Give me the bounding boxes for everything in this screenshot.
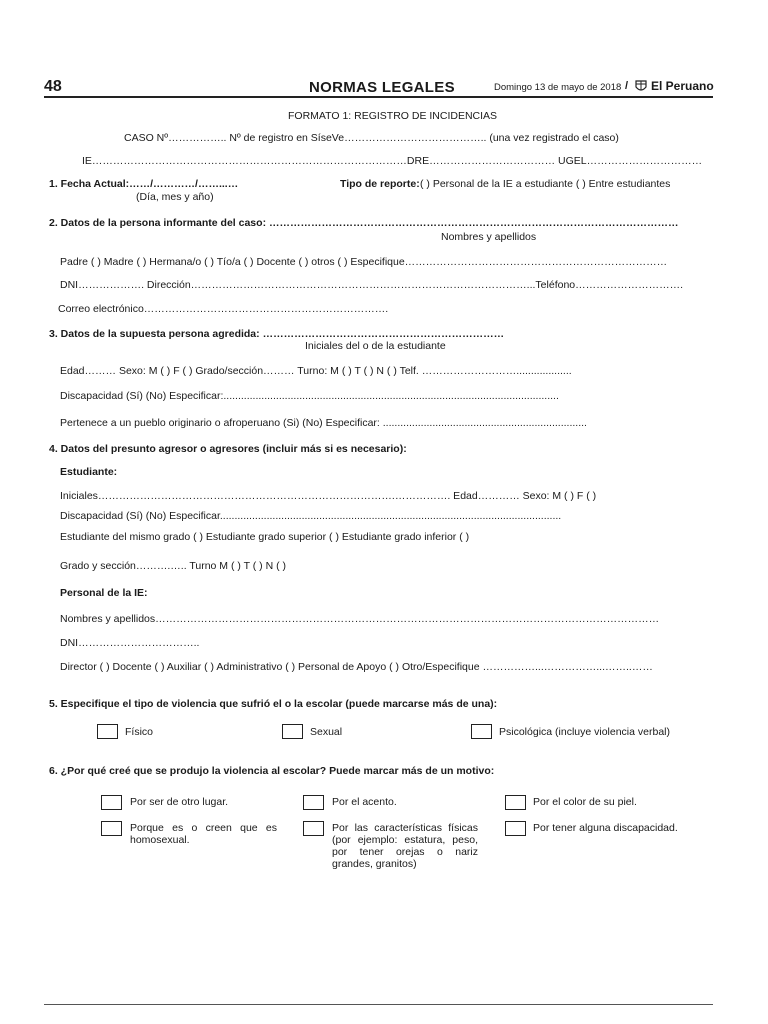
option-homosexual: Porque es o creen que es homosexual. — [130, 822, 277, 846]
ie-line: IE………………………………………………………………………………DRE……………………………… UGEL…………………………… — [82, 155, 703, 167]
s3-indigenous: Pertenece a un pueblo originario o afroperuano (Si) (No) Especificar: ...................................................................... — [60, 417, 587, 429]
option-color-piel: Por el color de su piel. — [533, 796, 637, 808]
s1-label: 1. Fecha Actual:……/…………/……...… — [49, 178, 239, 190]
s1-report-options: ( ) Personal de la IE a estudiante ( ) Entre estudiantes — [420, 178, 671, 190]
s1-report-type: Tipo de reporte: — [340, 178, 420, 190]
checkbox-psicologica[interactable] — [471, 724, 492, 739]
page-number: 48 — [44, 78, 62, 95]
s4-student-title: Estudiante: — [60, 466, 118, 478]
s2-email: Correo electrónico……………………………………………………………. — [58, 303, 389, 315]
s4-grade-section: Grado y sección……….….. Turno M ( ) T ( ) N ( ) — [60, 560, 286, 572]
s3-age: Edad……… Sexo: M ( ) F ( ) Grado/sección……… Turno: M ( ) T ( ) N ( ) Telf. ………………………................... — [60, 365, 572, 377]
s4-names: Nombres y apellidos……………………………………………………………………………………………………………………………… — [60, 613, 660, 625]
form-title: FORMATO 1: REGISTRO DE INCIDENCIAS — [288, 110, 498, 122]
s3-disability: Discapacidad (Sí) (No) Especificar:................................................................................................................... — [60, 390, 559, 402]
option-acento: Por el acento. — [332, 796, 397, 808]
s4-initials: Iniciales………………………………………………………………………….……………. Edad………… Sexo: M ( ) F ( ) — [60, 490, 597, 502]
checkbox-caracteristicas[interactable] — [303, 821, 324, 836]
s4-disability: Discapacidad (Sí) (No) Especificar..................................................................................................................... — [60, 510, 562, 522]
option-fisico: Físico — [125, 726, 154, 738]
checkbox-acento[interactable] — [303, 795, 324, 810]
header-rule — [44, 96, 713, 98]
s2-dni: DNI………………. Dirección……………………………………………………………………………………...Teléfono…………………………. — [60, 279, 684, 291]
s1-date-hint: (Día, mes y año) — [136, 191, 214, 203]
s3-label: 3. Datos de la supuesta persona agredida: …………………………………………………………… — [49, 328, 505, 340]
option-caracteristicas: Por las características físicas (por ejemplo: estatura, peso, por tener orejas o nariz grandes, granitos) — [332, 822, 478, 870]
footer-rule — [44, 1004, 713, 1005]
s4-dni: DNI…………………………….. — [60, 637, 200, 649]
publisher-logo: El Peruano — [651, 79, 714, 93]
checkbox-fisico[interactable] — [97, 724, 118, 739]
checkbox-sexual[interactable] — [282, 724, 303, 739]
checkbox-otro-lugar[interactable] — [101, 795, 122, 810]
s4-label: 4. Datos del presunto agresor o agresores (incluir más si es necesario): — [49, 443, 407, 455]
case-line: CASO Nº…………….. Nº de registro en SíseVe………………………………….. (una vez registrado el caso) — [124, 132, 619, 144]
option-otro-lugar: Por ser de otro lugar. — [130, 796, 229, 808]
checkbox-color-piel[interactable] — [505, 795, 526, 810]
s4-roles: Director ( ) Docente ( ) Auxiliar ( ) Administrativo ( ) Personal de Apoyo ( ) Otro/Especifique ……………...……………...……..…… — [60, 661, 653, 673]
section-name: NORMAS LEGALES — [309, 79, 455, 96]
s5-label: 5. Especifique el tipo de violencia que sufrió el o la escolar (puede marcarse más de una): — [49, 698, 498, 710]
option-discapacidad: Por tener alguna discapacidad. — [533, 822, 678, 834]
header-separator: / — [625, 80, 629, 92]
s3-hint: Iniciales del o de la estudiante — [305, 340, 446, 352]
s4-grade-options: Estudiante del mismo grado ( ) Estudiante grado superior ( ) Estudiante grado inferior ( ) — [60, 531, 470, 543]
s6-label: 6. ¿Por qué creé que se produjo la violencia al escolar? Puede marcar más de un motivo: — [49, 765, 495, 777]
option-psicologica: Psicológica (incluye violencia verbal) — [499, 726, 670, 738]
checkbox-discapacidad[interactable] — [505, 821, 526, 836]
option-sexual: Sexual — [310, 726, 343, 738]
s2-relation: Padre ( ) Madre ( ) Hermana/o ( ) Tío/a ( ) Docente ( ) otros ( ) Especifique………………………………………………………………… — [60, 256, 668, 268]
s2-label: 2. Datos de la persona informante del caso: ……………………………………………………………………………………………………… — [49, 217, 679, 229]
checkbox-homosexual[interactable] — [101, 821, 122, 836]
s4-staff-title: Personal de la IE: — [60, 587, 148, 599]
s2-hint: Nombres y apellidos — [441, 231, 537, 243]
coat-of-arms-icon — [634, 80, 648, 93]
publication-date: Domingo 13 de mayo de 2018 — [494, 82, 622, 93]
